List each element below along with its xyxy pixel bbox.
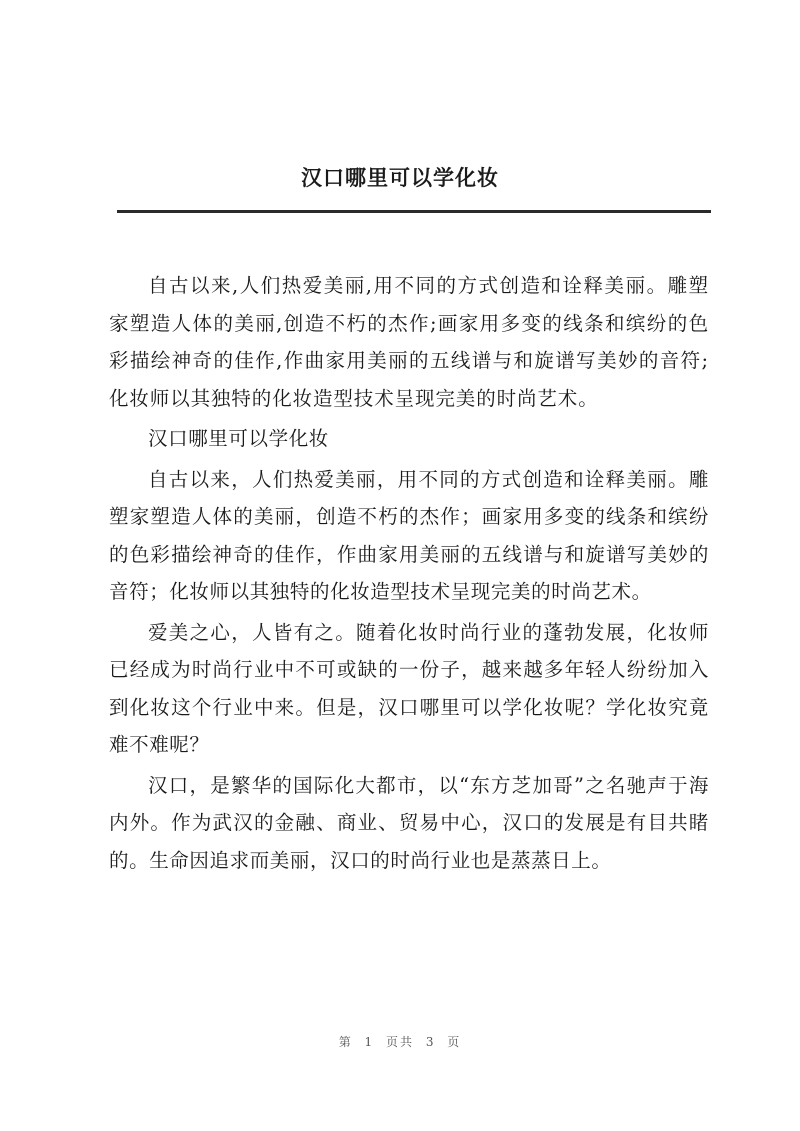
document-body [109,267,709,879]
paragraph-intro-repeat: 自古以来，人们热爱美丽，用不同的方式创造和诠释美丽。雕塑家塑造人体的美丽，创造不朽的杰作；画家用多变的线条和缤纷的色彩描绘神奇的佳作，作曲家用美丽的五线谱与和旋谱写美妙的音符；化妆师以其独特的化妆造型技术呈现完美的时尚艺术。 [109,467,709,603]
paragraph-beauty: 爱美之心，人皆有之。随着化妆时尚行业的蓬勃发展，化妆师已经成为时尚行业中不可或缺的一份子，越来越多年轻人纷纷加入到化妆这个行业中来。但是，汉口哪里可以学化妆呢？学化妆究竟难不难呢？ [109,620,709,756]
paragraph-intro: 自古以来,人们热爱美丽,用不同的方式创造和诠释美丽。雕塑家塑造人体的美丽,创造不朽的杰作;画家用多变的线条和缤纷的色彩描绘神奇的佳作,作曲家用美丽的五线谱与和旋谱写美妙的音符;化妆师以其独特的化妆造型技术呈现完美的时尚艺术。 [109,274,709,410]
paragraph-subheading: 汉口哪里可以学化妆 [148,427,329,450]
title-underline [117,210,711,213]
paragraph-hankou: 汉口，是繁华的国际化大都市，以“东方芝加哥”之名驰声于海内外。作为武汉的金融、商业、贸易中心，汉口的发展是有目共睹的。生命因追求而美丽，汉口的时尚行业也是蒸蒸日上。 [109,773,709,872]
document-title: 汉口哪里可以学化妆 [301,165,499,190]
page-footer: 第 1 页共 3 页 [338,1035,462,1049]
